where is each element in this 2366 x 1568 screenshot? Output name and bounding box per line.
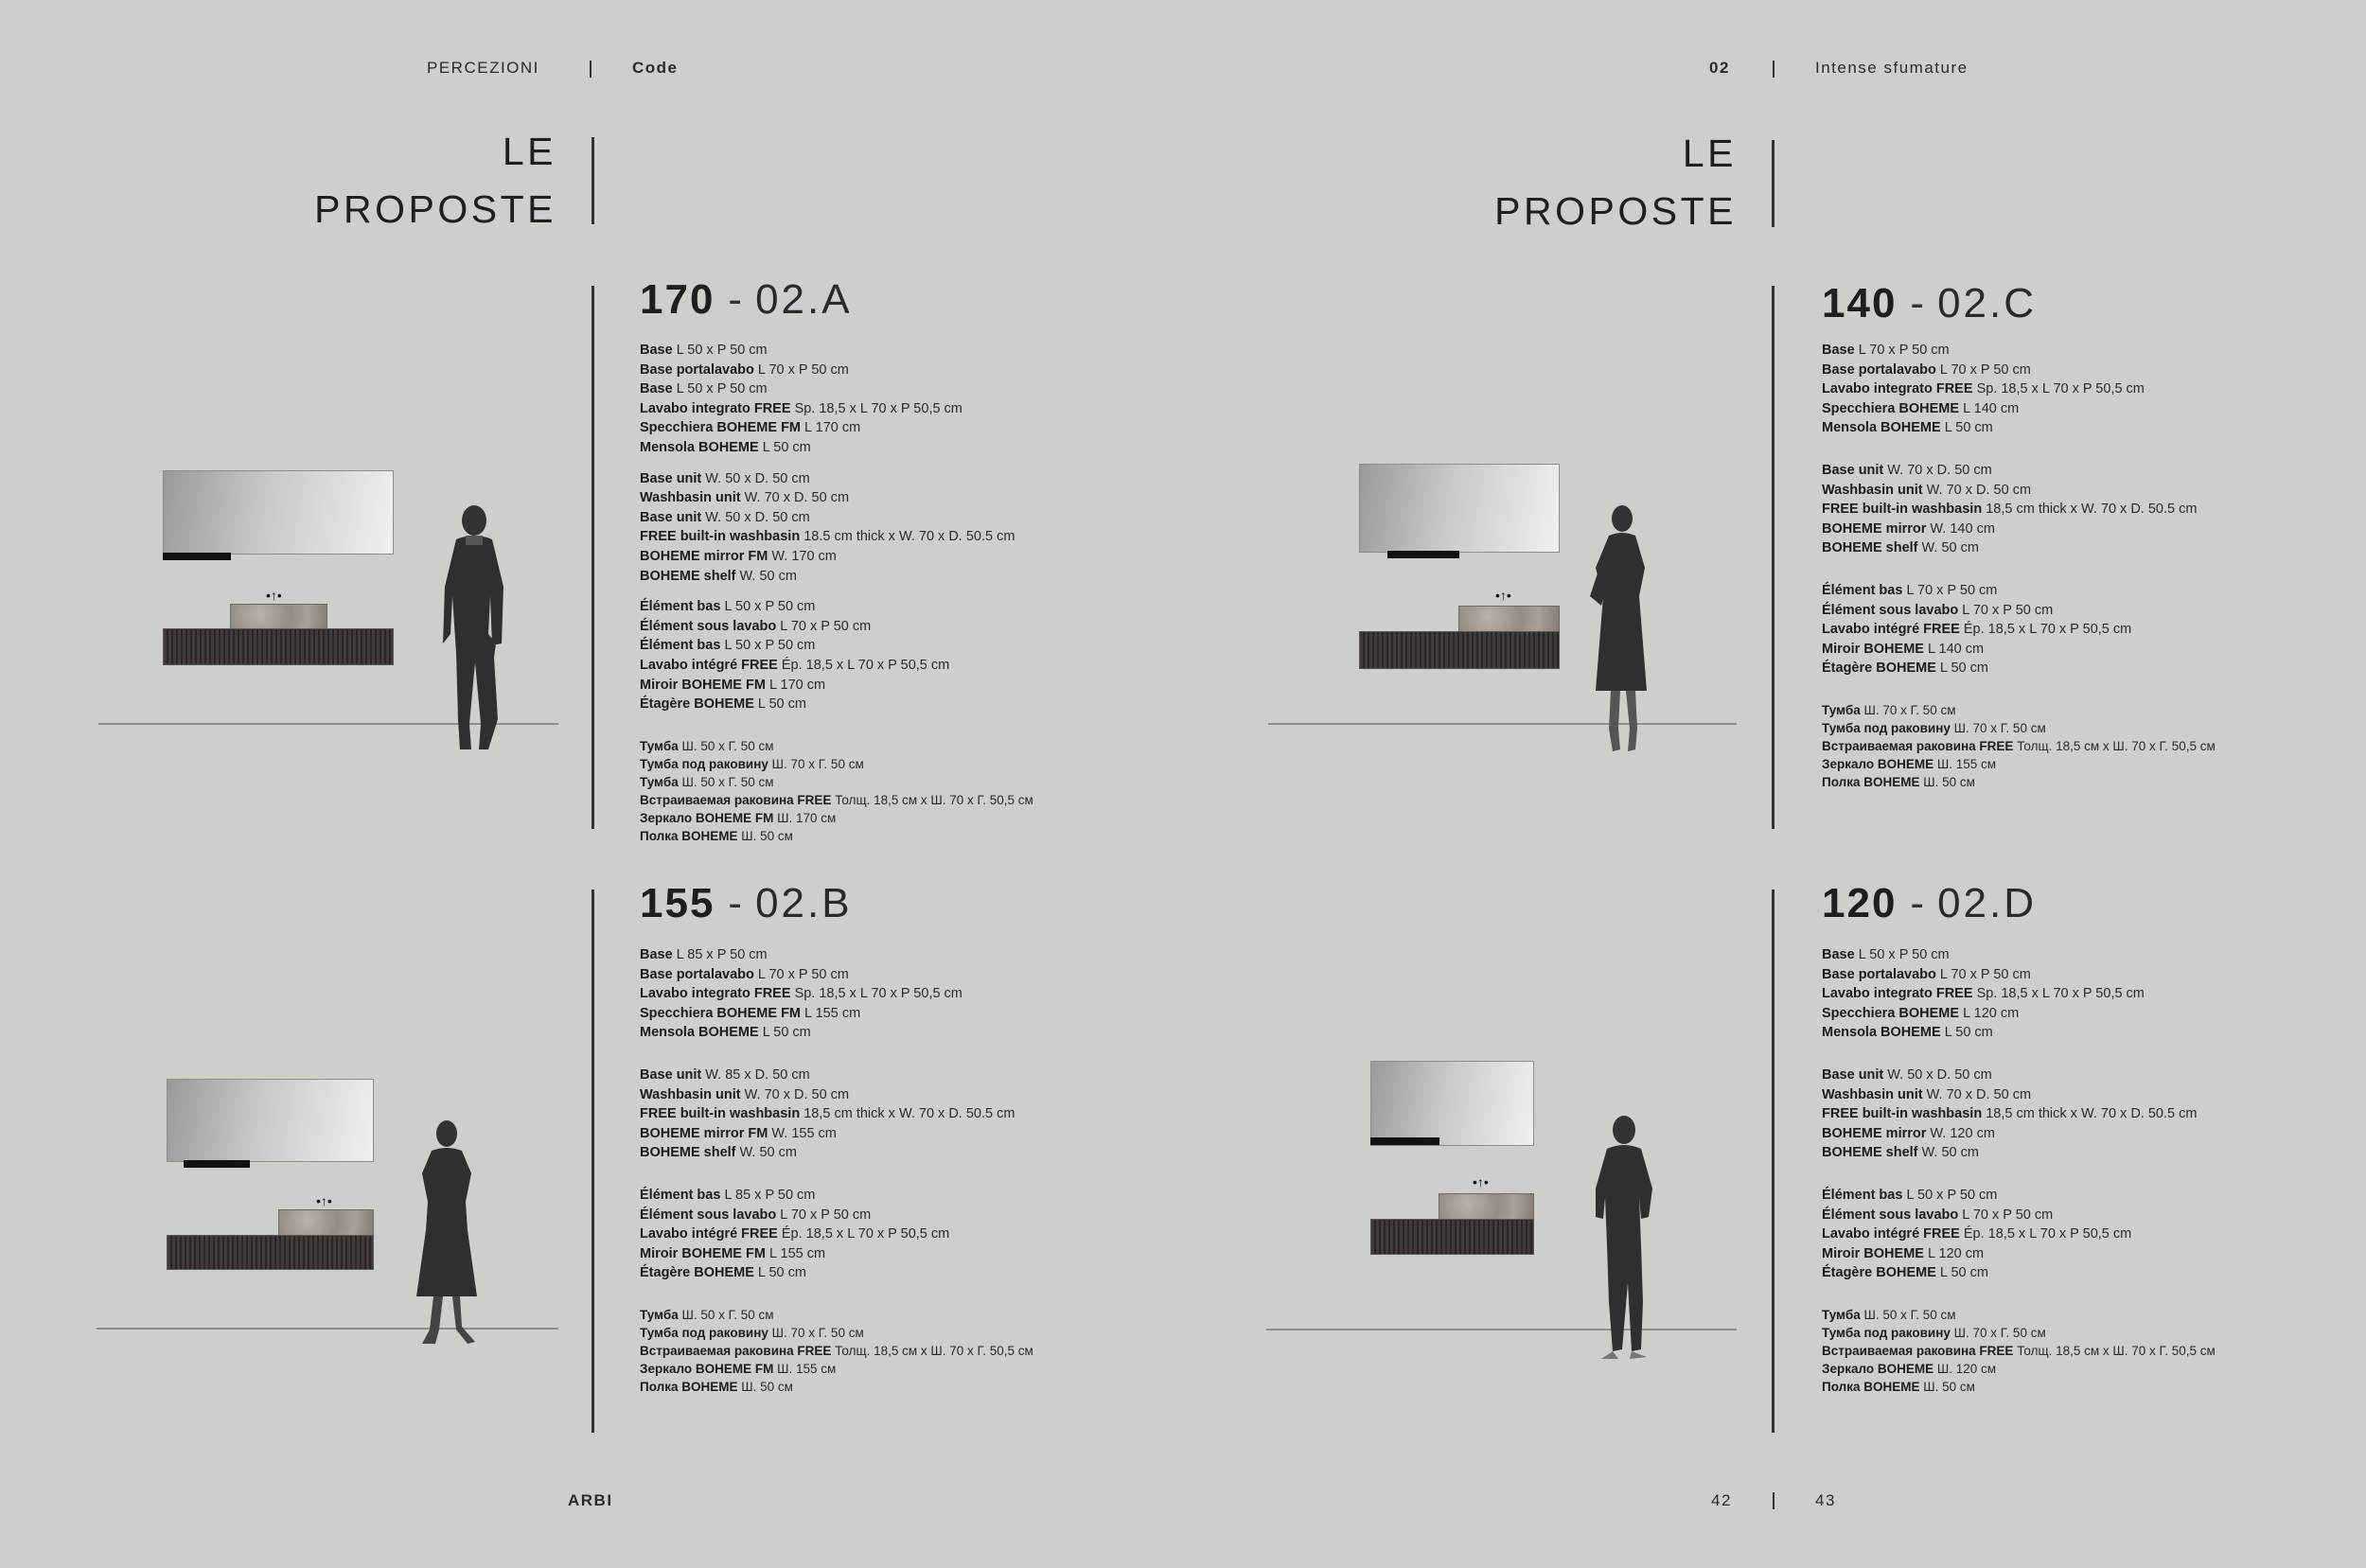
page-number-right: 43 (1815, 1491, 1836, 1509)
spec-line: FREE built-in washbasin 18,5 cm thick x W. 70 x D. 50.5 cm (640, 1106, 1015, 1122)
spec-line: Встраиваемая раковина FREE Толщ. 18,5 см x Ш. 70 x Г. 50,5 см (640, 1343, 1033, 1358)
spec-line: Élément bas L 85 x P 50 cm (640, 1187, 816, 1203)
woman-figure (409, 1117, 485, 1353)
mirror-shelf (163, 553, 231, 560)
tap-icon: •↑• (316, 1193, 332, 1208)
spec-line: Lavabo intégré FREE Ép. 18,5 x L 70 x P 50,5 cm (640, 657, 950, 673)
spec-line: Lavabo intégré FREE Ép. 18,5 x L 70 x P 50,5 cm (1822, 1226, 2132, 1242)
spec-line: Élément sous lavabo L 70 x P 50 cm (640, 1207, 872, 1223)
spec-list (640, 945, 1033, 1407)
spec-line: Mensola BOHEME L 50 cm (1822, 420, 1993, 436)
spec-line: Lavabo integrato FREE Sp. 18,5 x L 70 x P 50,5 cm (1822, 986, 2145, 1002)
spec-line: Specchiera BOHEME L 120 cm (1822, 1005, 2020, 1021)
spec-line: FREE built-in washbasin 18,5 cm thick x W. 70 x D. 50.5 cm (1822, 1106, 2198, 1122)
page-title-line1: LE (1682, 132, 1737, 175)
spec-group-en (1822, 1066, 2216, 1163)
basin-illustration (1439, 1193, 1534, 1221)
heading-separator: - (728, 880, 743, 926)
proposal-heading (1822, 280, 2037, 327)
tap-icon: •↑• (266, 588, 282, 603)
spec-line: Base L 50 x P 50 cm (640, 381, 768, 397)
title-divider (1772, 140, 1774, 227)
brand-logo: ARBI (568, 1491, 613, 1509)
spec-line: Lavabo integrato FREE Sp. 18,5 x L 70 x P 50,5 cm (640, 986, 962, 1002)
spec-line: BOHEME shelf W. 50 cm (640, 1145, 797, 1161)
page-title-line1: LE (502, 130, 556, 173)
proposal-number: 140 (1822, 280, 1898, 326)
chapter-number: 02 (1709, 59, 1730, 77)
basin-illustration (230, 604, 327, 630)
spec-line: Полка BOHEME Ш. 50 см (640, 1379, 793, 1394)
spec-line: Тумба Ш. 50 x Г. 50 см (640, 738, 774, 753)
spec-group-en (1822, 461, 2216, 558)
proposal-code: 02.D (1937, 880, 2038, 926)
spec-line: BOHEME mirror FM W. 170 cm (640, 548, 837, 564)
tap-icon: •↑• (1495, 588, 1511, 603)
heading-separator: - (1910, 280, 1925, 326)
spec-group-en (640, 1066, 1033, 1163)
proposal-divider (592, 890, 594, 1433)
spec-line: Встраиваемая раковина FREE Толщ. 18,5 см x Ш. 70 x Г. 50,5 см (1822, 738, 2216, 753)
page-title-right (1494, 125, 1737, 240)
spec-line: Specchiera BOHEME FM L 170 cm (640, 420, 861, 436)
spec-line: Base portalavabo L 70 x P 50 cm (640, 966, 849, 982)
spec-line: Lavabo integrato FREE Sp. 18,5 x L 70 x P 50,5 cm (1822, 381, 2145, 397)
proposal-code: 02.A (755, 276, 853, 323)
proposal-heading (1822, 880, 2037, 927)
spec-line: Washbasin unit W. 70 x D. 50 cm (640, 1086, 850, 1102)
spec-line: Тумба под раковину Ш. 70 x Г. 50 см (640, 1325, 864, 1340)
spec-line: Étagère BOHEME L 50 cm (1822, 661, 1988, 677)
cabinet-illustration (1359, 631, 1560, 669)
spec-group-it (1822, 945, 2216, 1043)
spec-group-fr (1822, 1186, 2216, 1283)
spec-line: Étagère BOHEME L 50 cm (1822, 1265, 1988, 1281)
spec-group-ru (640, 1306, 1033, 1396)
spec-line: Зеркало BOHEME Ш. 120 см (1822, 1361, 1997, 1376)
proposal-number: 120 (1822, 880, 1898, 926)
proposal-divider (592, 286, 594, 829)
spec-line: Élément sous lavabo L 70 x P 50 cm (1822, 602, 2054, 618)
spec-line: BOHEME mirror W. 140 cm (1822, 520, 1995, 537)
spec-line: Miroir BOHEME L 140 cm (1822, 641, 1985, 657)
basin-illustration (278, 1209, 374, 1237)
page-title-line2: PROPOSTE (1494, 189, 1737, 233)
mirror-illustration (163, 470, 394, 555)
spec-group-en (640, 469, 1033, 587)
spec-line: Miroir BOHEME L 120 cm (1822, 1245, 1985, 1261)
spec-list (1822, 341, 2216, 802)
spec-line: Base unit W. 50 x D. 50 cm (640, 470, 810, 486)
proposal-divider (1772, 890, 1774, 1433)
spec-line: Полка BOHEME Ш. 50 см (1822, 774, 1975, 789)
title-divider (592, 137, 594, 224)
spec-line: Зеркало BOHEME FM Ш. 155 см (640, 1361, 837, 1376)
header-divider (1773, 61, 1774, 78)
spec-line: Полка BOHEME Ш. 50 см (640, 828, 793, 843)
spec-line: Base portalavabo L 70 x P 50 cm (640, 361, 849, 378)
spec-line: BOHEME shelf W. 50 cm (640, 568, 797, 584)
spec-line: Тумба под раковину Ш. 70 x Г. 50 см (1822, 1325, 2046, 1340)
spec-line: Élément sous lavabo L 70 x P 50 cm (640, 618, 872, 634)
spec-list (640, 341, 1033, 856)
spec-line: Mensola BOHEME L 50 cm (640, 1025, 811, 1041)
spec-line: BOHEME shelf W. 50 cm (1822, 1145, 1979, 1161)
spec-group-ru (1822, 1306, 2216, 1396)
spec-line: Washbasin unit W. 70 x D. 50 cm (640, 490, 850, 506)
spec-line: BOHEME shelf W. 50 cm (1822, 540, 1979, 556)
spec-line: Élément bas L 50 x P 50 cm (1822, 1187, 1998, 1203)
spec-line: Полка BOHEME Ш. 50 см (1822, 1379, 1975, 1394)
mirror-illustration (1370, 1061, 1534, 1146)
spec-line: Base unit W. 50 x D. 50 cm (1822, 1066, 1992, 1083)
spec-line: Тумба Ш. 50 x Г. 50 см (1822, 1307, 1956, 1322)
heading-separator: - (728, 276, 743, 323)
spec-line: Élément bas L 50 x P 50 cm (640, 638, 816, 654)
subsection-label: Code (632, 59, 679, 77)
mirror-shelf (1387, 551, 1459, 558)
spec-line: Зеркало BOHEME FM Ш. 170 см (640, 810, 837, 825)
spec-line: Étagère BOHEME L 50 cm (640, 1265, 806, 1281)
man-figure (430, 502, 515, 752)
spec-line: Lavabo integrato FREE Sp. 18,5 x L 70 x P 50,5 cm (640, 400, 962, 416)
spec-line: Miroir BOHEME FM L 170 cm (640, 677, 826, 693)
footer-divider (1773, 1492, 1774, 1509)
floor-line (97, 1328, 558, 1330)
spec-group-it (1822, 341, 2216, 438)
heading-separator: - (1910, 880, 1925, 926)
spec-line: Mensola BOHEME L 50 cm (640, 439, 811, 455)
tap-icon: •↑• (1473, 1174, 1489, 1189)
spec-line: Base L 70 x P 50 cm (1822, 343, 1950, 358)
spec-line: Зеркало BOHEME Ш. 155 см (1822, 756, 1997, 771)
spec-line: Élément bas L 50 x P 50 cm (640, 599, 816, 615)
man-figure (1580, 1113, 1666, 1361)
floor-line (1268, 723, 1737, 725)
spec-line: Washbasin unit W. 70 x D. 50 cm (1822, 1086, 2032, 1102)
spec-group-it (640, 945, 1033, 1043)
spec-line: Lavabo intégré FREE Ép. 18,5 x L 70 x P 50,5 cm (640, 1226, 950, 1242)
spec-line: Встраиваемая раковина FREE Толщ. 18,5 см x Ш. 70 x Г. 50,5 см (640, 792, 1033, 807)
cabinet-illustration (163, 628, 394, 665)
spec-line: Base unit W. 50 x D. 50 cm (640, 509, 810, 525)
mirror-illustration (1359, 464, 1560, 553)
section-label: PERCEZIONI (427, 59, 539, 77)
spec-line: Base unit W. 85 x D. 50 cm (640, 1066, 810, 1083)
spec-line: Lavabo intégré FREE Ép. 18,5 x L 70 x P 50,5 cm (1822, 622, 2132, 638)
proposal-number: 170 (640, 276, 715, 323)
spec-group-ru (1822, 701, 2216, 791)
spec-line: Тумба под раковину Ш. 70 x Г. 50 см (640, 756, 864, 771)
mirror-shelf (1370, 1137, 1439, 1145)
spec-line: Miroir BOHEME FM L 155 cm (640, 1245, 826, 1261)
page-title-line2: PROPOSTE (314, 187, 556, 231)
proposal-code: 02.B (755, 880, 853, 926)
spec-list (1822, 945, 2216, 1407)
spec-line: Тумба под раковину Ш. 70 x Г. 50 см (1822, 720, 2046, 735)
header-divider (590, 61, 592, 78)
spec-line: Étagère BOHEME L 50 cm (640, 696, 806, 713)
spec-line: Base L 50 x P 50 cm (1822, 947, 1950, 962)
mirror-shelf (184, 1160, 250, 1168)
spec-line: Тумба Ш. 50 x Г. 50 см (640, 1307, 774, 1322)
spec-line: Élément sous lavabo L 70 x P 50 cm (1822, 1207, 2054, 1223)
spec-line: Base portalavabo L 70 x P 50 cm (1822, 361, 2031, 378)
spec-line: Base L 50 x P 50 cm (640, 343, 768, 358)
cabinet-illustration (1370, 1219, 1534, 1255)
page-number-left: 42 (1711, 1491, 1732, 1509)
spec-line: Base L 85 x P 50 cm (640, 947, 768, 962)
proposal-heading (640, 880, 853, 927)
proposal-code: 02.C (1937, 280, 2038, 326)
spec-line: FREE built-in washbasin 18.5 cm thick x W. 70 x D. 50.5 cm (640, 529, 1015, 545)
cabinet-illustration (167, 1235, 374, 1270)
spec-line: Specchiera BOHEME FM L 155 cm (640, 1005, 861, 1021)
spec-line: BOHEME mirror W. 120 cm (1822, 1125, 1995, 1141)
spec-line: Base unit W. 70 x D. 50 cm (1822, 462, 1992, 478)
spec-group-fr (640, 1186, 1033, 1283)
proposal-heading (640, 276, 853, 324)
spec-line: Élément bas L 70 x P 50 cm (1822, 582, 1998, 598)
woman-figure (1580, 502, 1662, 753)
spec-line: Base portalavabo L 70 x P 50 cm (1822, 966, 2031, 982)
basin-illustration (1458, 606, 1560, 633)
spec-line: Washbasin unit W. 70 x D. 50 cm (1822, 482, 2032, 498)
chapter-title: Intense sfumature (1815, 59, 1969, 77)
mirror-illustration (167, 1079, 374, 1162)
proposal-divider (1772, 286, 1774, 829)
spec-line: BOHEME mirror FM W. 155 cm (640, 1125, 837, 1141)
spec-group-fr (1822, 581, 2216, 678)
spec-line: Тумба Ш. 70 x Г. 50 см (1822, 702, 1956, 717)
page-title-left (314, 123, 556, 238)
spec-line: Mensola BOHEME L 50 cm (1822, 1025, 1993, 1041)
floor-line (1266, 1329, 1737, 1330)
spec-group-it (640, 341, 1033, 458)
proposal-number: 155 (640, 880, 715, 926)
spec-line: FREE built-in washbasin 18,5 cm thick x W. 70 x D. 50.5 cm (1822, 502, 2198, 518)
spec-group-ru (640, 737, 1033, 845)
spec-line: Тумба Ш. 50 x Г. 50 см (640, 774, 774, 789)
spec-group-fr (640, 597, 1033, 714)
spec-line: Встраиваемая раковина FREE Толщ. 18,5 см x Ш. 70 x Г. 50,5 см (1822, 1343, 2216, 1358)
spec-line: Specchiera BOHEME L 140 cm (1822, 400, 2020, 416)
